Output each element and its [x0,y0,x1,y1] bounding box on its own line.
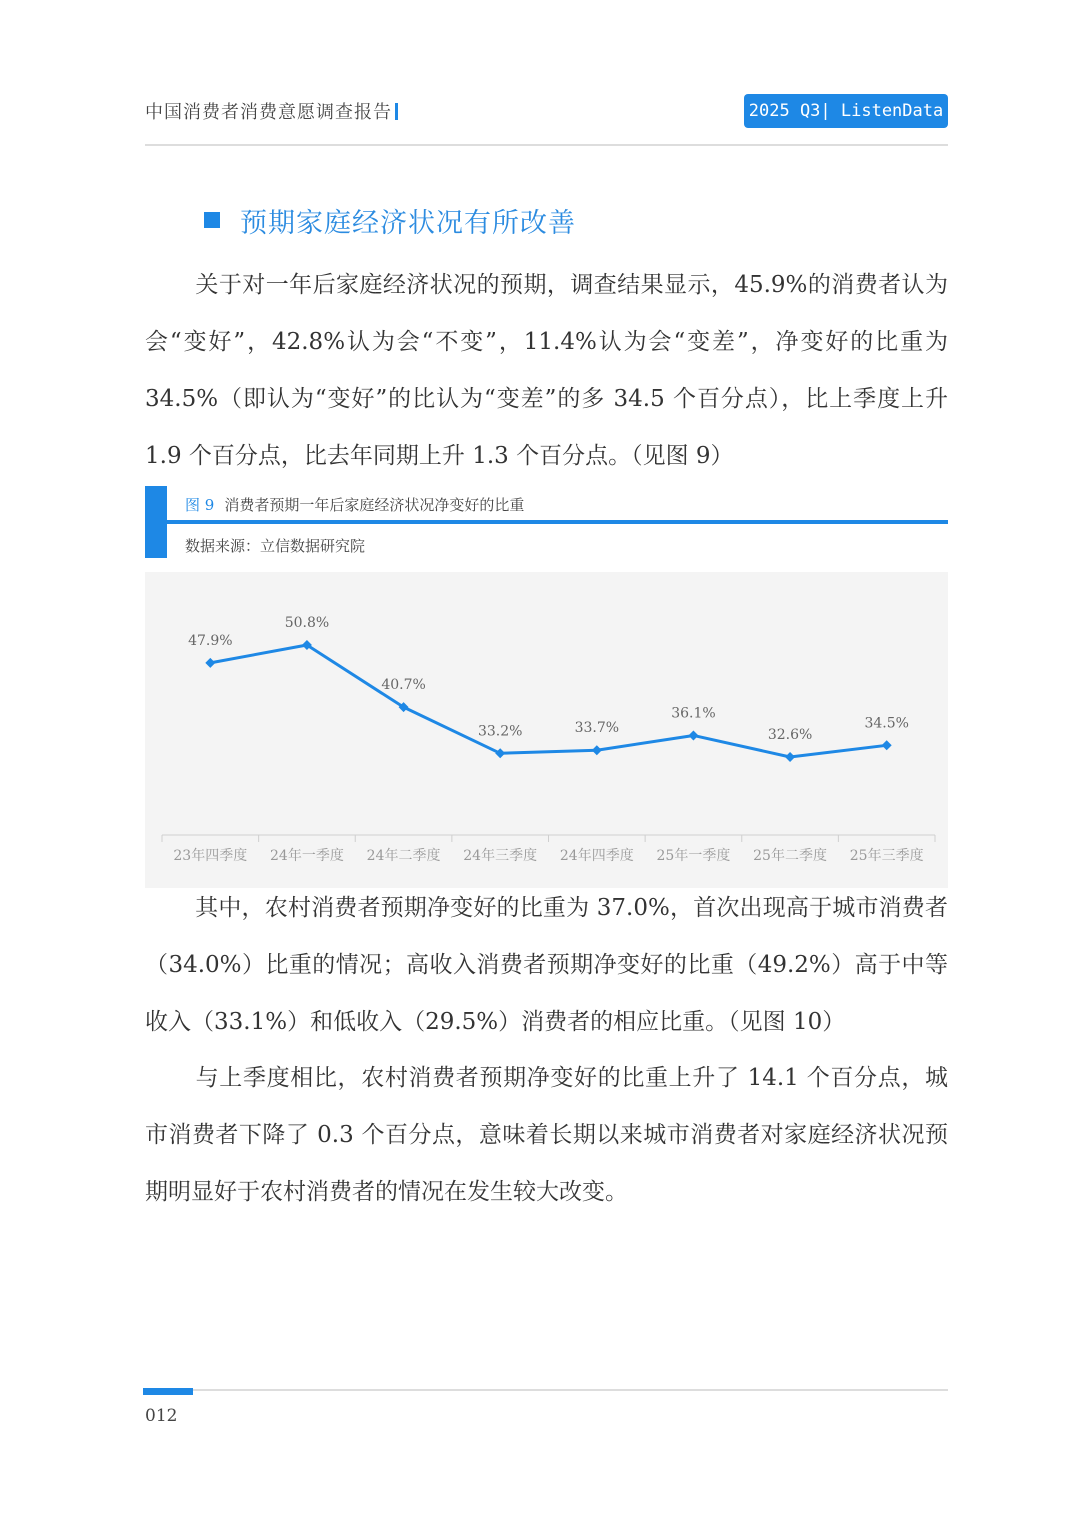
x-tick-label: 25年二季度 [753,848,827,864]
paragraph-1-text: 关于对一年后家庭经济状况的预期，调查结果显示，45.9%的消费者认为会“变好”，42.8%认为会“不变”，11.4%认为会“变差”，净变好的比重为 34.5%（即认为“变好”的比认为“变差”的多 34.5 个百分点），比上季度上升 1.9 个百分点，比去年同期上升 1.3 个百分点。（见图 9） [145,272,948,469]
footer-accent-bar [143,1388,193,1395]
figure-number: 图 9 [185,496,215,514]
figure-blue-block [145,486,167,558]
line-chart [145,572,948,888]
data-point-marker [785,752,795,762]
page-number: 012 [145,1406,178,1426]
data-label: 47.9% [188,632,233,649]
x-tick-label: 24年一季度 [270,848,344,864]
header-badge: 2025 Q3| ListenData [744,94,948,128]
square-bullet-icon [204,212,220,228]
title-bar-mark [395,103,398,120]
x-tick-label: 23年四季度 [173,848,248,864]
data-point-marker [688,730,698,740]
paragraph-3 [145,1050,948,1221]
report-title: 中国消费者消费意愿调查报告 [145,102,392,123]
paragraph-2 [145,880,948,1051]
data-label: 33.2% [477,723,523,740]
footer-divider [145,1389,948,1391]
data-point-marker [205,658,215,668]
x-tick-label: 24年四季度 [559,848,634,864]
data-point-marker [882,740,892,750]
data-label: 40.7% [381,677,426,694]
figure-source: 数据来源：立信数据研究院 [185,537,366,555]
data-label: 50.8% [284,615,330,631]
figure-title [185,494,524,515]
x-tick-label: 25年三季度 [849,848,924,864]
data-label: 32.6% [767,727,813,743]
data-point-marker [592,745,602,755]
header-title [145,98,398,124]
paragraph-2-text: 其中，农村消费者预期净变好的比重为 37.0%，首次出现高于城市消费者（34.0%）比重的情况；高收入消费者预期净变好的比重（49.2%）高于中等收入（33.1%）和低收入（29.5%）消费者的相应比重。（见图 10） [145,895,948,1035]
section-heading [204,200,576,240]
section-heading-text: 预期家庭经济状况有所改善 [240,207,576,239]
figure-title-rule [167,520,948,524]
paragraph-3-text: 与上季度相比，农村消费者预期净变好的比重上升了 14.1 个百分点，城市消费者下降了 0.3 个百分点，意味着长期以来城市消费者对家庭经济状况预期明显好于农村消费者的情况在发生较大改变。 [145,1065,948,1205]
data-label: 34.5% [864,715,909,732]
header-divider [145,144,948,146]
x-tick-label: 24年三季度 [463,848,538,864]
x-tick-label: 24年二季度 [366,848,441,864]
paragraph-1 [145,257,948,485]
x-tick-label: 25年一季度 [656,848,731,864]
data-label: 33.7% [574,720,620,737]
figure-title-text: 消费者预期一年后家庭经济状况净变好的比重 [224,496,525,514]
data-label: 36.1% [671,705,716,722]
data-point-marker [495,748,505,758]
